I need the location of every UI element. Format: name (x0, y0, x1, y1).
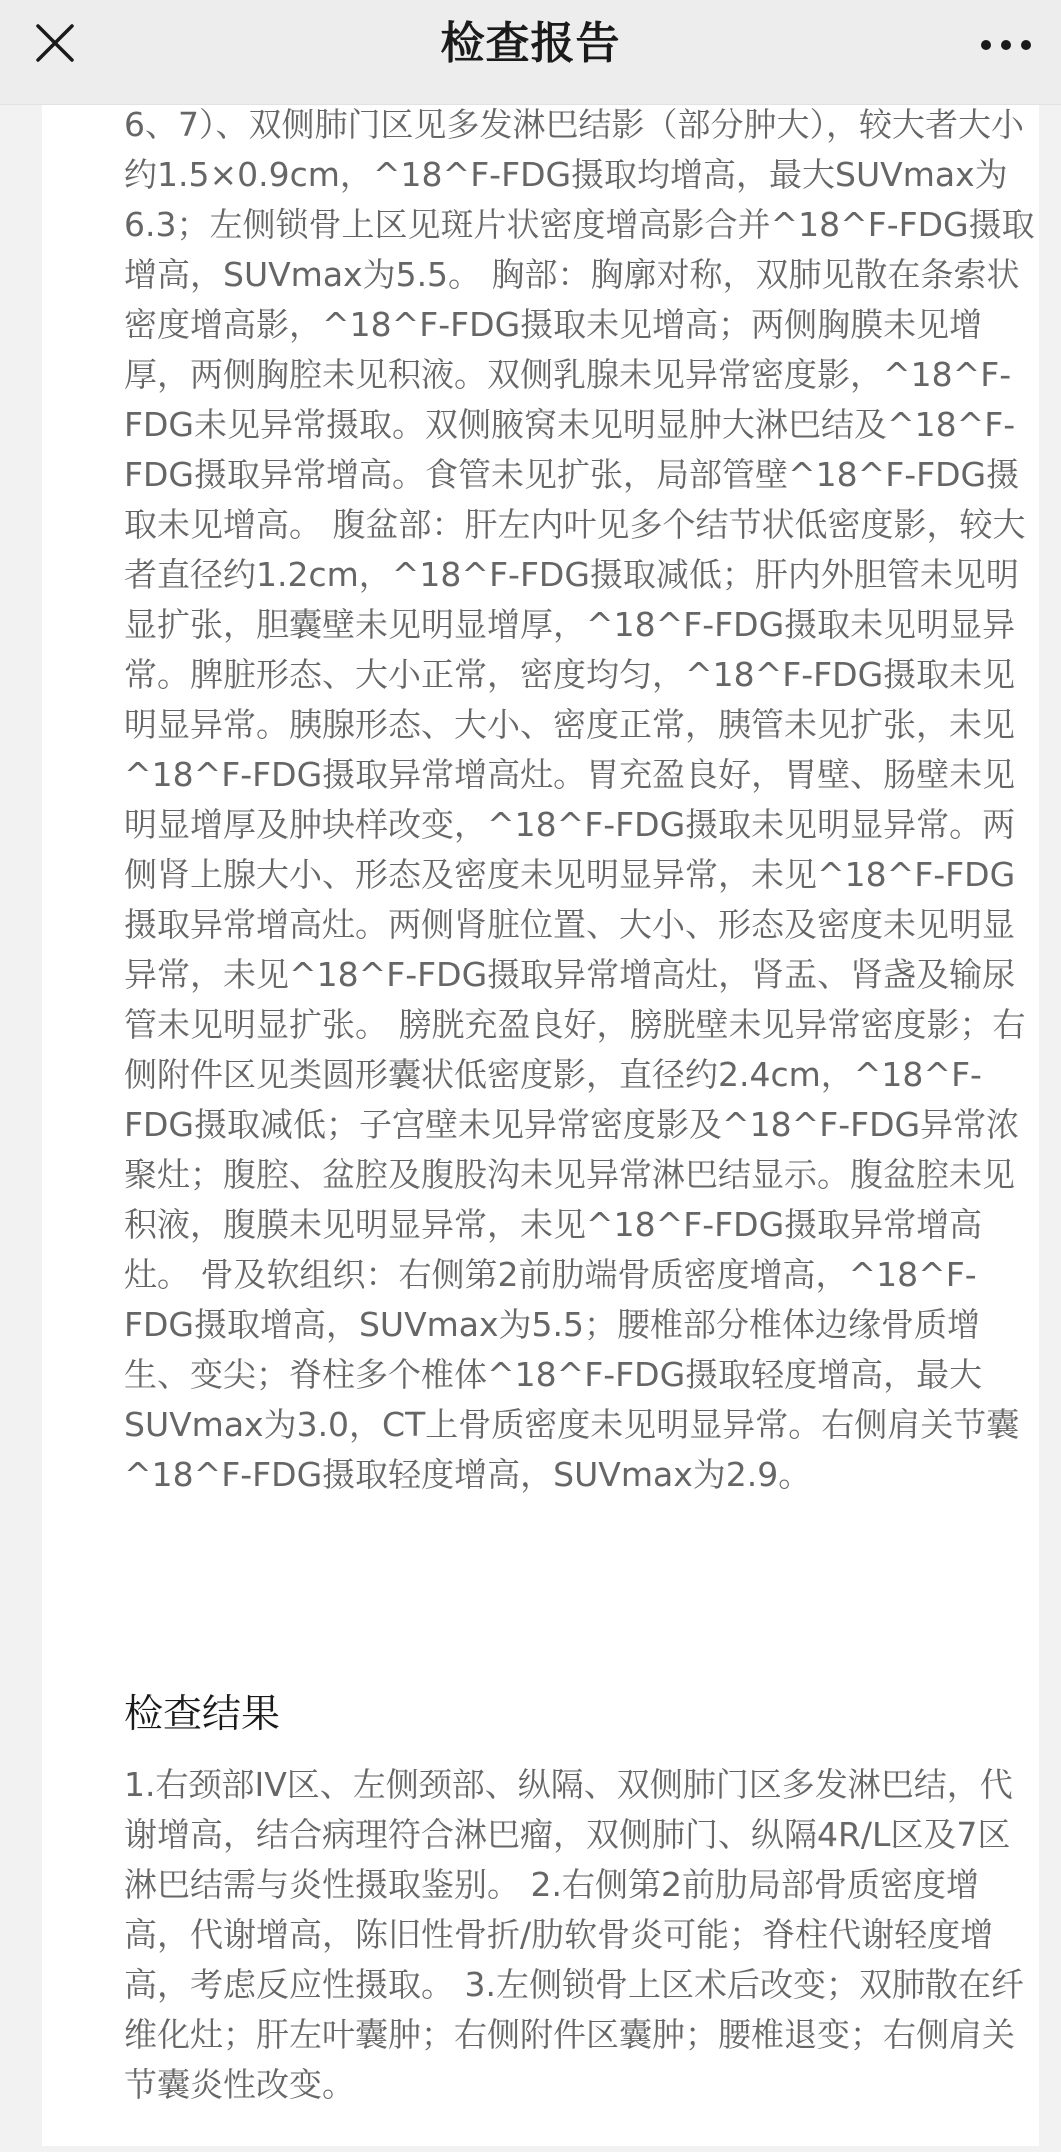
result-heading: 检查结果 (124, 1692, 281, 1737)
report-findings-text: 6、7）、双侧肺门区见多发淋巴结影（部分肿大），较大者大小约1.5×0.9cm，^18^F-FDG摄取均增高，最大SUVmax为6.3；左侧锁骨上区见斑片状密度增高影合并^18^F-FDG摄取增高，SUVmax为5.5。 胸部：胸廓对称，双肺见散在条索状密度增高影，^18^F-FDG摄取未见增高；两侧胸膜未见增厚，两侧胸腔未见积液。双侧乳腺未见异常密度影，^18^F-FDG未见异常摄取。双侧腋窝未见明显肿大淋巴结及^18^F-FDG摄取异常增高。食管未见扩张，局部管壁^18^F-FDG摄取未见增高。 腹盆部：肝左内叶见多个结节状低密度影，较大者直径约1.2cm，^18^F-FDG摄取减低；肝内外胆管未见明显扩张，胆囊壁未见明显增厚，^18^F-FDG摄取未见明显异常。脾脏形态、大小正常，密度均匀，^18^F-FDG摄取未见明显异常。胰腺形态、大小、密度正常，胰管未见扩张，未见^18^F-FDG摄取异常增高灶。胃充盈良好，胃壁、肠壁未见明显增厚及肿块样改变，^18^F-FDG摄取未见明显异常。两侧肾上腺大小、形态及密度未见明显异常，未见^18^F-FDG摄取异常增高灶。两侧肾脏位置、大小、形态及密度未见明显异常，未见^18^F-FDG摄取异常增高灶，肾盂、肾盏及输尿管未见明显扩张。 膀胱充盈良好，膀胱壁未见异常密度影；右侧附件区见类圆形囊状低密度影，直径约2.4cm，^18^F-FDG摄取减低；子宫壁未见异常密度影及^18^F-FDG异常浓聚灶；腹腔、盆腔及腹股沟未见异常淋巴结显示。腹盆腔未见积液，腹膜未见明显异常，未见^18^F-FDG摄取异常增高灶。 骨及软组织：右侧第2前肋端骨质密度增高，^18^F-FDG摄取增高，SUVmax为5.5；腰椎部分椎体边缘骨质增生、变尖；脊柱多个椎体^18^F-FDG摄取轻度增高，最大SUVmax为3.0，CT上骨质密度未见明显异常。右侧肩关节囊^18^F-FDG摄取轻度增高，SUVmax为2.9。 (124, 105, 1035, 1494)
more-icon (980, 36, 1032, 55)
result-text: 1.右颈部IV区、左侧颈部、纵隔、双侧肺门区多发淋巴结，代谢增高，结合病理符合淋巴瘤，双侧肺门、纵隔4R/L区及7区淋巴结需与炎性摄取鉴别。 2.右侧第2前肋局部骨质密度增高，代谢增高，陈旧性骨折/肋软骨炎可能；脊柱代谢轻度增高，考虑反应性摄取。 3.左侧锁骨上区术后改变；双肺散在纤维化灶；肝左叶囊肿；右侧附件区囊肿；腰椎退变；右侧肩关节囊炎性改变。 (124, 1765, 1024, 2104)
more-button[interactable] (979, 20, 1033, 70)
page-title: 检查报告 (440, 18, 621, 69)
report-card (42, 0, 1039, 2146)
navigation-bar (0, 0, 1061, 105)
